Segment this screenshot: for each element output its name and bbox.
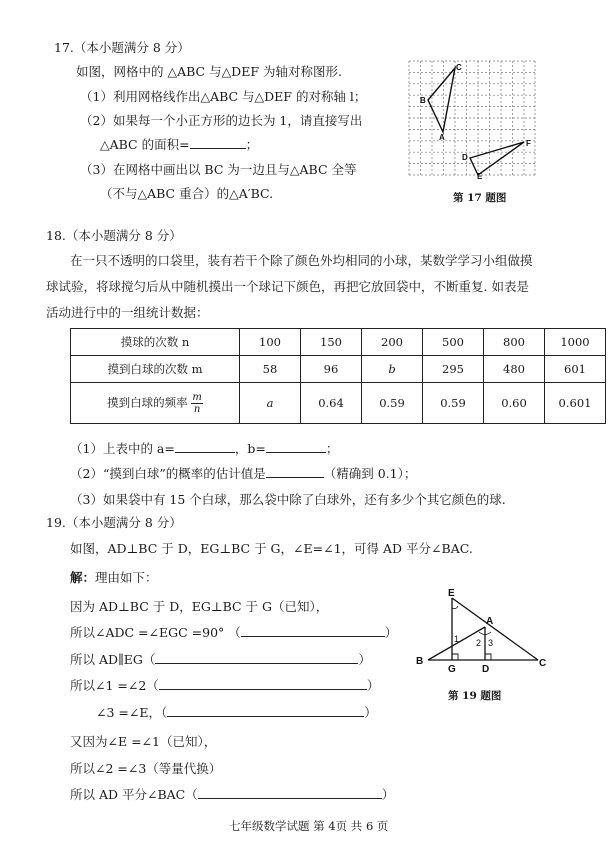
q19-line6: 又因为∠E =∠1（已知）， xyxy=(70,734,217,749)
label-d: D xyxy=(462,153,468,162)
q19-reason-blank-3 xyxy=(159,677,367,690)
q17-figure-caption: 第 17 题图 xyxy=(453,192,507,204)
q17-part1: （1）利用网格线作出△ABC 与△DEF 的对称轴 l； xyxy=(80,89,367,104)
table-cell: b xyxy=(362,356,423,383)
q19-line3 xyxy=(70,651,371,668)
q17-title: 17.（本小题满分 8 分） xyxy=(54,40,190,55)
label-d: D xyxy=(482,664,490,675)
label-a: A xyxy=(486,616,494,627)
q18-b-blank xyxy=(266,440,326,453)
angle-label-2: 2 xyxy=(476,638,482,648)
table-row xyxy=(71,356,606,383)
q18-b-label: ，b= xyxy=(234,441,266,456)
q18-precision-note: （精确到 0.1）； xyxy=(323,466,417,481)
q19-line8 xyxy=(70,786,394,803)
table-row xyxy=(71,329,606,356)
table-cell: 800 xyxy=(484,329,545,356)
table-cell: 0.60 xyxy=(484,383,545,424)
q19-line2 xyxy=(70,624,397,641)
q17-figure xyxy=(406,58,538,180)
table-cell: 480 xyxy=(484,356,545,383)
q19-solution-text: 理由如下： xyxy=(95,570,158,585)
q19-line5-text: ∠3 =∠E，（ xyxy=(96,705,168,720)
q18-sub1-end: ； xyxy=(325,441,339,456)
q18-para3: 活动进行中的一组统计数据： xyxy=(46,305,209,320)
q19-reason-blank-4 xyxy=(167,704,364,717)
q19-figure-caption: 第 19 题图 xyxy=(448,690,502,702)
table-cell: 0.59 xyxy=(423,383,484,424)
q19-solution-intro xyxy=(70,569,158,586)
q19-solution-label: 解： xyxy=(70,570,96,585)
table-cell: 1000 xyxy=(545,329,606,356)
q18-sub3: （3）如果袋中有 15 个白球，那么袋中除了白球外，还有多少个其它颜色的球. xyxy=(70,492,506,507)
q19-line4-text: 所以∠1 =∠2（ xyxy=(70,678,159,693)
label-e: E xyxy=(477,172,483,180)
table-cell: 58 xyxy=(240,356,301,383)
q19-line2-text: 所以∠ADC =∠EGC =90° （ xyxy=(70,625,241,640)
label-g: G xyxy=(448,664,456,675)
table-cell: 100 xyxy=(240,329,301,356)
table-cell: 601 xyxy=(545,356,606,383)
q17-part3b: （不与△ABC 重合）的△A′BC. xyxy=(100,186,274,201)
table-header-cell xyxy=(71,383,240,424)
table-cell: a xyxy=(240,383,301,424)
label-a: A xyxy=(439,133,445,142)
q18-a-blank xyxy=(175,440,235,453)
q19-line4 xyxy=(70,677,379,694)
q18-stats-table xyxy=(70,328,606,424)
angle-label-1: 1 xyxy=(454,634,460,644)
table-cell: 200 xyxy=(362,329,423,356)
label-b: B xyxy=(420,96,426,105)
q17-part3a: （3）在网格中画出以 BC 为一边且与△ABC 全等 xyxy=(80,162,357,177)
q19-reason-blank-5 xyxy=(198,786,382,799)
label-c: C xyxy=(539,658,547,669)
q19-line8-text: 所以 AD 平分∠BAC（ xyxy=(70,787,198,802)
q18-para1: 在一只不透明的口袋里，装有若干个除了颜色外均相同的小球，某数学学习小组做摸 xyxy=(70,253,533,268)
angle-arc-e xyxy=(452,606,458,609)
q18-title: 18.（本小题满分 8 分） xyxy=(46,228,182,243)
q18-sub2 xyxy=(70,465,416,482)
table-cell: 0.64 xyxy=(301,383,362,424)
table-cell: 96 xyxy=(301,356,362,383)
q17-area-end: ； xyxy=(245,137,259,152)
right-angle-g xyxy=(452,654,458,660)
frequency-label: 摸到白球的频率 xyxy=(107,395,188,409)
fraction-numerator: m xyxy=(192,391,202,403)
q17-part2b xyxy=(100,136,258,153)
q18-a-label: （1）上表中的 a= xyxy=(70,441,175,456)
q19-figure xyxy=(412,586,552,678)
q19-close-paren: ） xyxy=(366,678,380,693)
label-f: F xyxy=(526,139,531,148)
label-c: C xyxy=(456,63,462,72)
q19-close-paren: ） xyxy=(364,705,377,720)
q18-sub1 xyxy=(70,440,338,457)
table-cell: 0.601 xyxy=(545,383,606,424)
table-cell: 500 xyxy=(423,329,484,356)
q18-probability-label: （2）“摸到白球”的概率的估计值是 xyxy=(70,466,266,481)
q17-area-label: △ABC 的面积= xyxy=(100,137,190,152)
q18-probability-blank xyxy=(266,465,324,478)
q18-para2: 球试验，将球搅匀后从中随机摸出一个球记下颜色，再把它放回袋中，不断重复. 如表是 xyxy=(46,279,529,294)
table-header-cell: 摸球的次数 n xyxy=(71,329,240,356)
q19-line7: 所以∠2 =∠3（等量代换） xyxy=(70,761,222,776)
q19-statement: 如图，AD⊥BC 于 D，EG⊥BC 于 G，∠E=∠1，可得 AD 平分∠BAC. xyxy=(70,541,473,556)
fraction-m-over-n xyxy=(191,392,202,415)
page-footer: 七年级数学试题 第 4页 共 6 页 xyxy=(229,819,389,833)
q17-part2a: （2）如果每一个小正方形的边长为 1，请直接写出 xyxy=(80,113,363,128)
angle-label-3: 3 xyxy=(488,638,494,648)
table-header-cell: 摸到白球的次数 m xyxy=(71,356,240,383)
q19-close-paren: ） xyxy=(358,652,371,667)
fraction-denominator: n xyxy=(193,403,201,415)
q19-reason-blank-2 xyxy=(155,651,358,664)
table-cell: 0.59 xyxy=(362,383,423,424)
table-cell: 295 xyxy=(423,356,484,383)
q19-line3-text: 所以 AD∥EG（ xyxy=(70,652,156,667)
table-cell: 150 xyxy=(301,329,362,356)
segment-ec xyxy=(452,598,538,660)
label-e: E xyxy=(448,588,455,599)
table-row xyxy=(71,383,606,424)
q19-close-paren: ） xyxy=(381,787,395,802)
label-b: B xyxy=(416,656,424,667)
q19-line5 xyxy=(96,704,377,721)
q19-close-paren: ） xyxy=(384,625,398,640)
right-angle-d xyxy=(485,654,491,660)
q17-area-blank xyxy=(190,136,246,149)
q19-title: 19.（本小题满分 8 分） xyxy=(46,515,182,530)
q19-line1: 因为 AD⊥BC 于 D，EG⊥BC 于 G（已知）， xyxy=(70,599,329,614)
q17-intro: 如图，网格中的 △ABC 与△DEF 为轴对称图形. xyxy=(76,64,342,79)
q19-reason-blank-1 xyxy=(241,624,385,637)
